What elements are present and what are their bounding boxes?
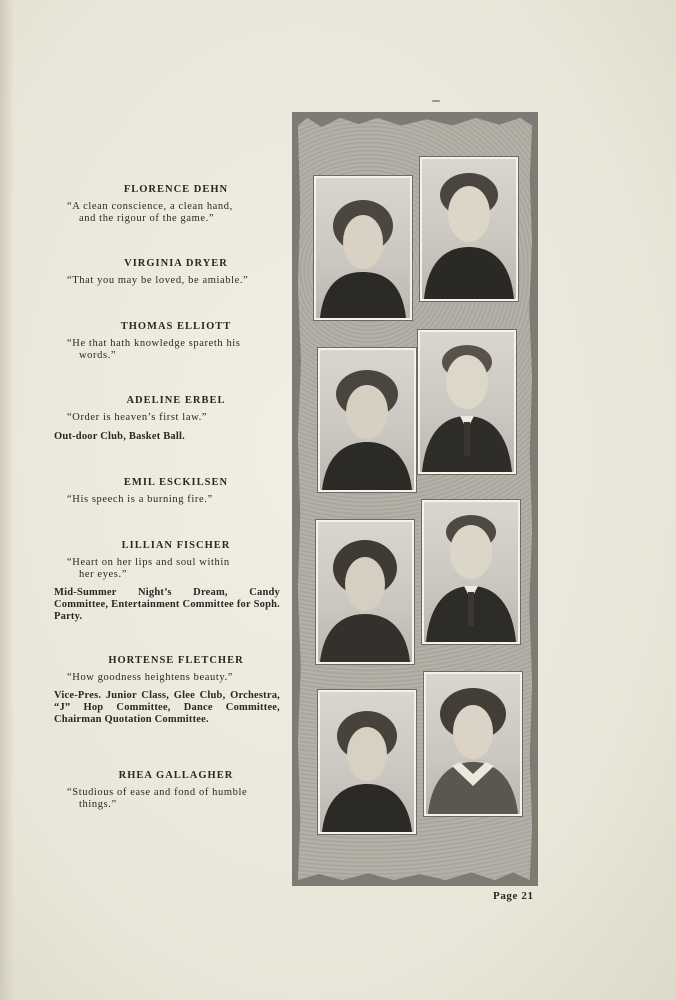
senior-quote: “He that hath knowledge spareth his words.” <box>67 338 241 361</box>
senior-entry-virginia-dryer <box>54 258 280 287</box>
portrait-silhouette-icon <box>422 159 516 299</box>
portrait-photo <box>318 690 416 834</box>
portrait-silhouette-icon <box>318 522 412 662</box>
senior-entry-florence-dehn <box>54 184 280 225</box>
senior-name: THOMAS ELLIOTT <box>120 321 232 332</box>
senior-name: VIRGINIA DRYER <box>124 258 228 269</box>
page-number: Page 21 <box>493 890 534 902</box>
senior-quote: “That you may be loved, be amiable.” <box>67 275 249 286</box>
senior-name: EMIL ESCKILSEN <box>123 477 229 488</box>
senior-activities: Vice-Pres. Junior Class, Glee Club, Orchestra, “J” Hop Committee, Dance Committee, Chairman Quotation Committee. <box>54 690 280 725</box>
senior-quote: “Heart on her lips and soul within her eyes.” <box>67 557 230 580</box>
senior-name: RHEA GALLAGHER <box>118 770 234 781</box>
portrait-silhouette-icon <box>320 350 414 490</box>
senior-name: ADELINE ERBEL <box>126 395 226 406</box>
senior-name: FLORENCE DEHN <box>123 184 229 195</box>
portrait-photo <box>318 348 416 492</box>
senior-entry-hortense-fletcher <box>54 655 280 726</box>
senior-entry-lillian-fischer <box>54 540 280 623</box>
senior-quote: “Order is heaven’s first law.” <box>67 412 208 423</box>
portrait-photo <box>420 157 518 301</box>
senior-name: LILLIAN FISCHER <box>121 540 231 551</box>
senior-quote: “A clean conscience, a clean hand, and the rigour of the game.” <box>67 201 233 224</box>
portrait-photo <box>316 520 414 664</box>
senior-name: HORTENSE FLETCHER <box>108 655 244 666</box>
portrait-silhouette-icon <box>426 674 520 814</box>
portrait-photo <box>314 176 412 320</box>
portrait-silhouette-icon <box>424 502 518 642</box>
senior-entry-adeline-erbel <box>54 395 280 443</box>
portrait-silhouette-icon <box>316 178 410 318</box>
portrait-photo <box>424 672 522 816</box>
senior-quote: “Studious of ease and fond of humble things.” <box>67 787 248 810</box>
binding-shadow <box>0 0 14 1000</box>
senior-quote: “How goodness heightens beauty.” <box>67 672 234 683</box>
portrait-silhouette-icon <box>420 332 514 472</box>
portrait-silhouette-icon <box>320 692 414 832</box>
portrait-photo <box>422 500 520 644</box>
paper-speck <box>432 100 440 102</box>
portrait-photo <box>418 330 516 474</box>
senior-activities: Mid-Summer Night’s Dream, Candy Committee, Entertainment Committee for Soph. Party. <box>54 587 280 622</box>
senior-entry-thomas-elliott <box>54 321 280 362</box>
senior-quote: “His speech is a burning fire.” <box>67 494 213 505</box>
senior-entry-rhea-gallagher <box>54 770 280 811</box>
senior-entry-emil-esckilsen <box>54 477 280 506</box>
senior-activities: Out-door Club, Basket Ball. <box>54 431 185 442</box>
